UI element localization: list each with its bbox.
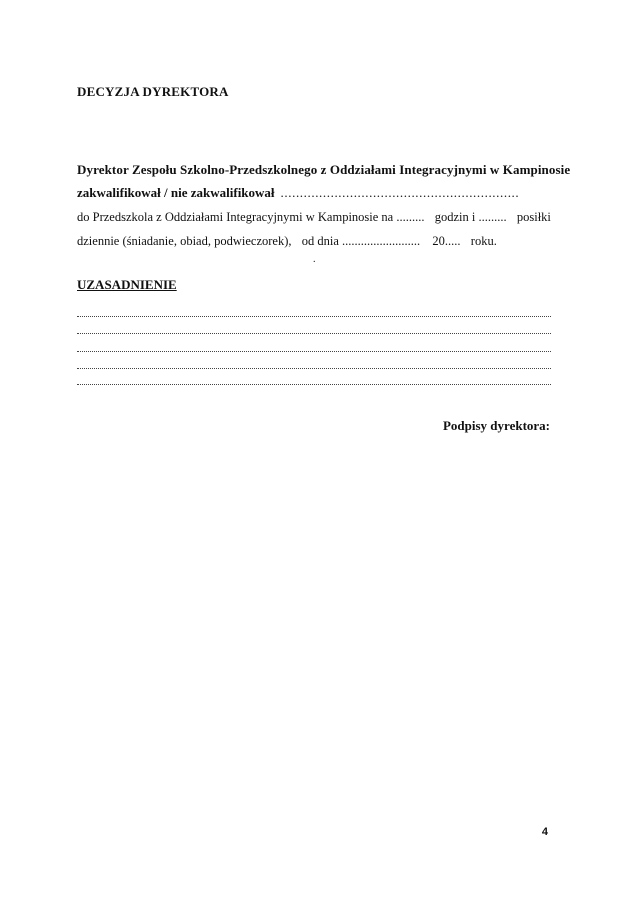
meals-label: posiłki [516,210,551,224]
meals-date-line [77,234,497,249]
stray-mark: . [313,254,316,265]
hours-label: godzin i [434,210,476,224]
from-date-label: od dnia [301,234,339,248]
signature-label: Podpisy dyrektora: [442,418,550,433]
preschool-line [77,210,551,225]
justification-heading: UZASADNIENIE [77,277,177,292]
director-line: Dyrektor Zespołu Szkolno-Przedszkolnego z Oddziałami Integracyjnymi w Kampinosie [77,162,571,177]
qualification-label: zakwalifikował / nie zakwalifikował [77,185,275,200]
justification-line-5 [77,384,551,385]
meals-dots: ......... [478,210,507,224]
qualification-dots: .............................................................. [280,185,520,200]
document-title: DECYZJA DYREKTORA [77,84,229,99]
justification-line-3 [77,351,551,352]
justification-line-1 [77,316,551,317]
qualification-line [77,185,519,201]
preschool-text: do Przedszkola z Oddziałami Integracyjnymi w Kampinosie na [77,210,394,224]
justification-line-2 [77,333,551,334]
justification-line-4 [77,368,551,369]
page-number: 4 [541,826,548,838]
hours-dots: ......... [396,210,425,224]
meals-list: dziennie (śniadanie, obiad, podwieczorek), [77,234,292,248]
date-dots: ......................... [342,234,421,248]
year-prefix: 20..... [432,234,461,248]
year-suffix: roku. [470,234,497,248]
